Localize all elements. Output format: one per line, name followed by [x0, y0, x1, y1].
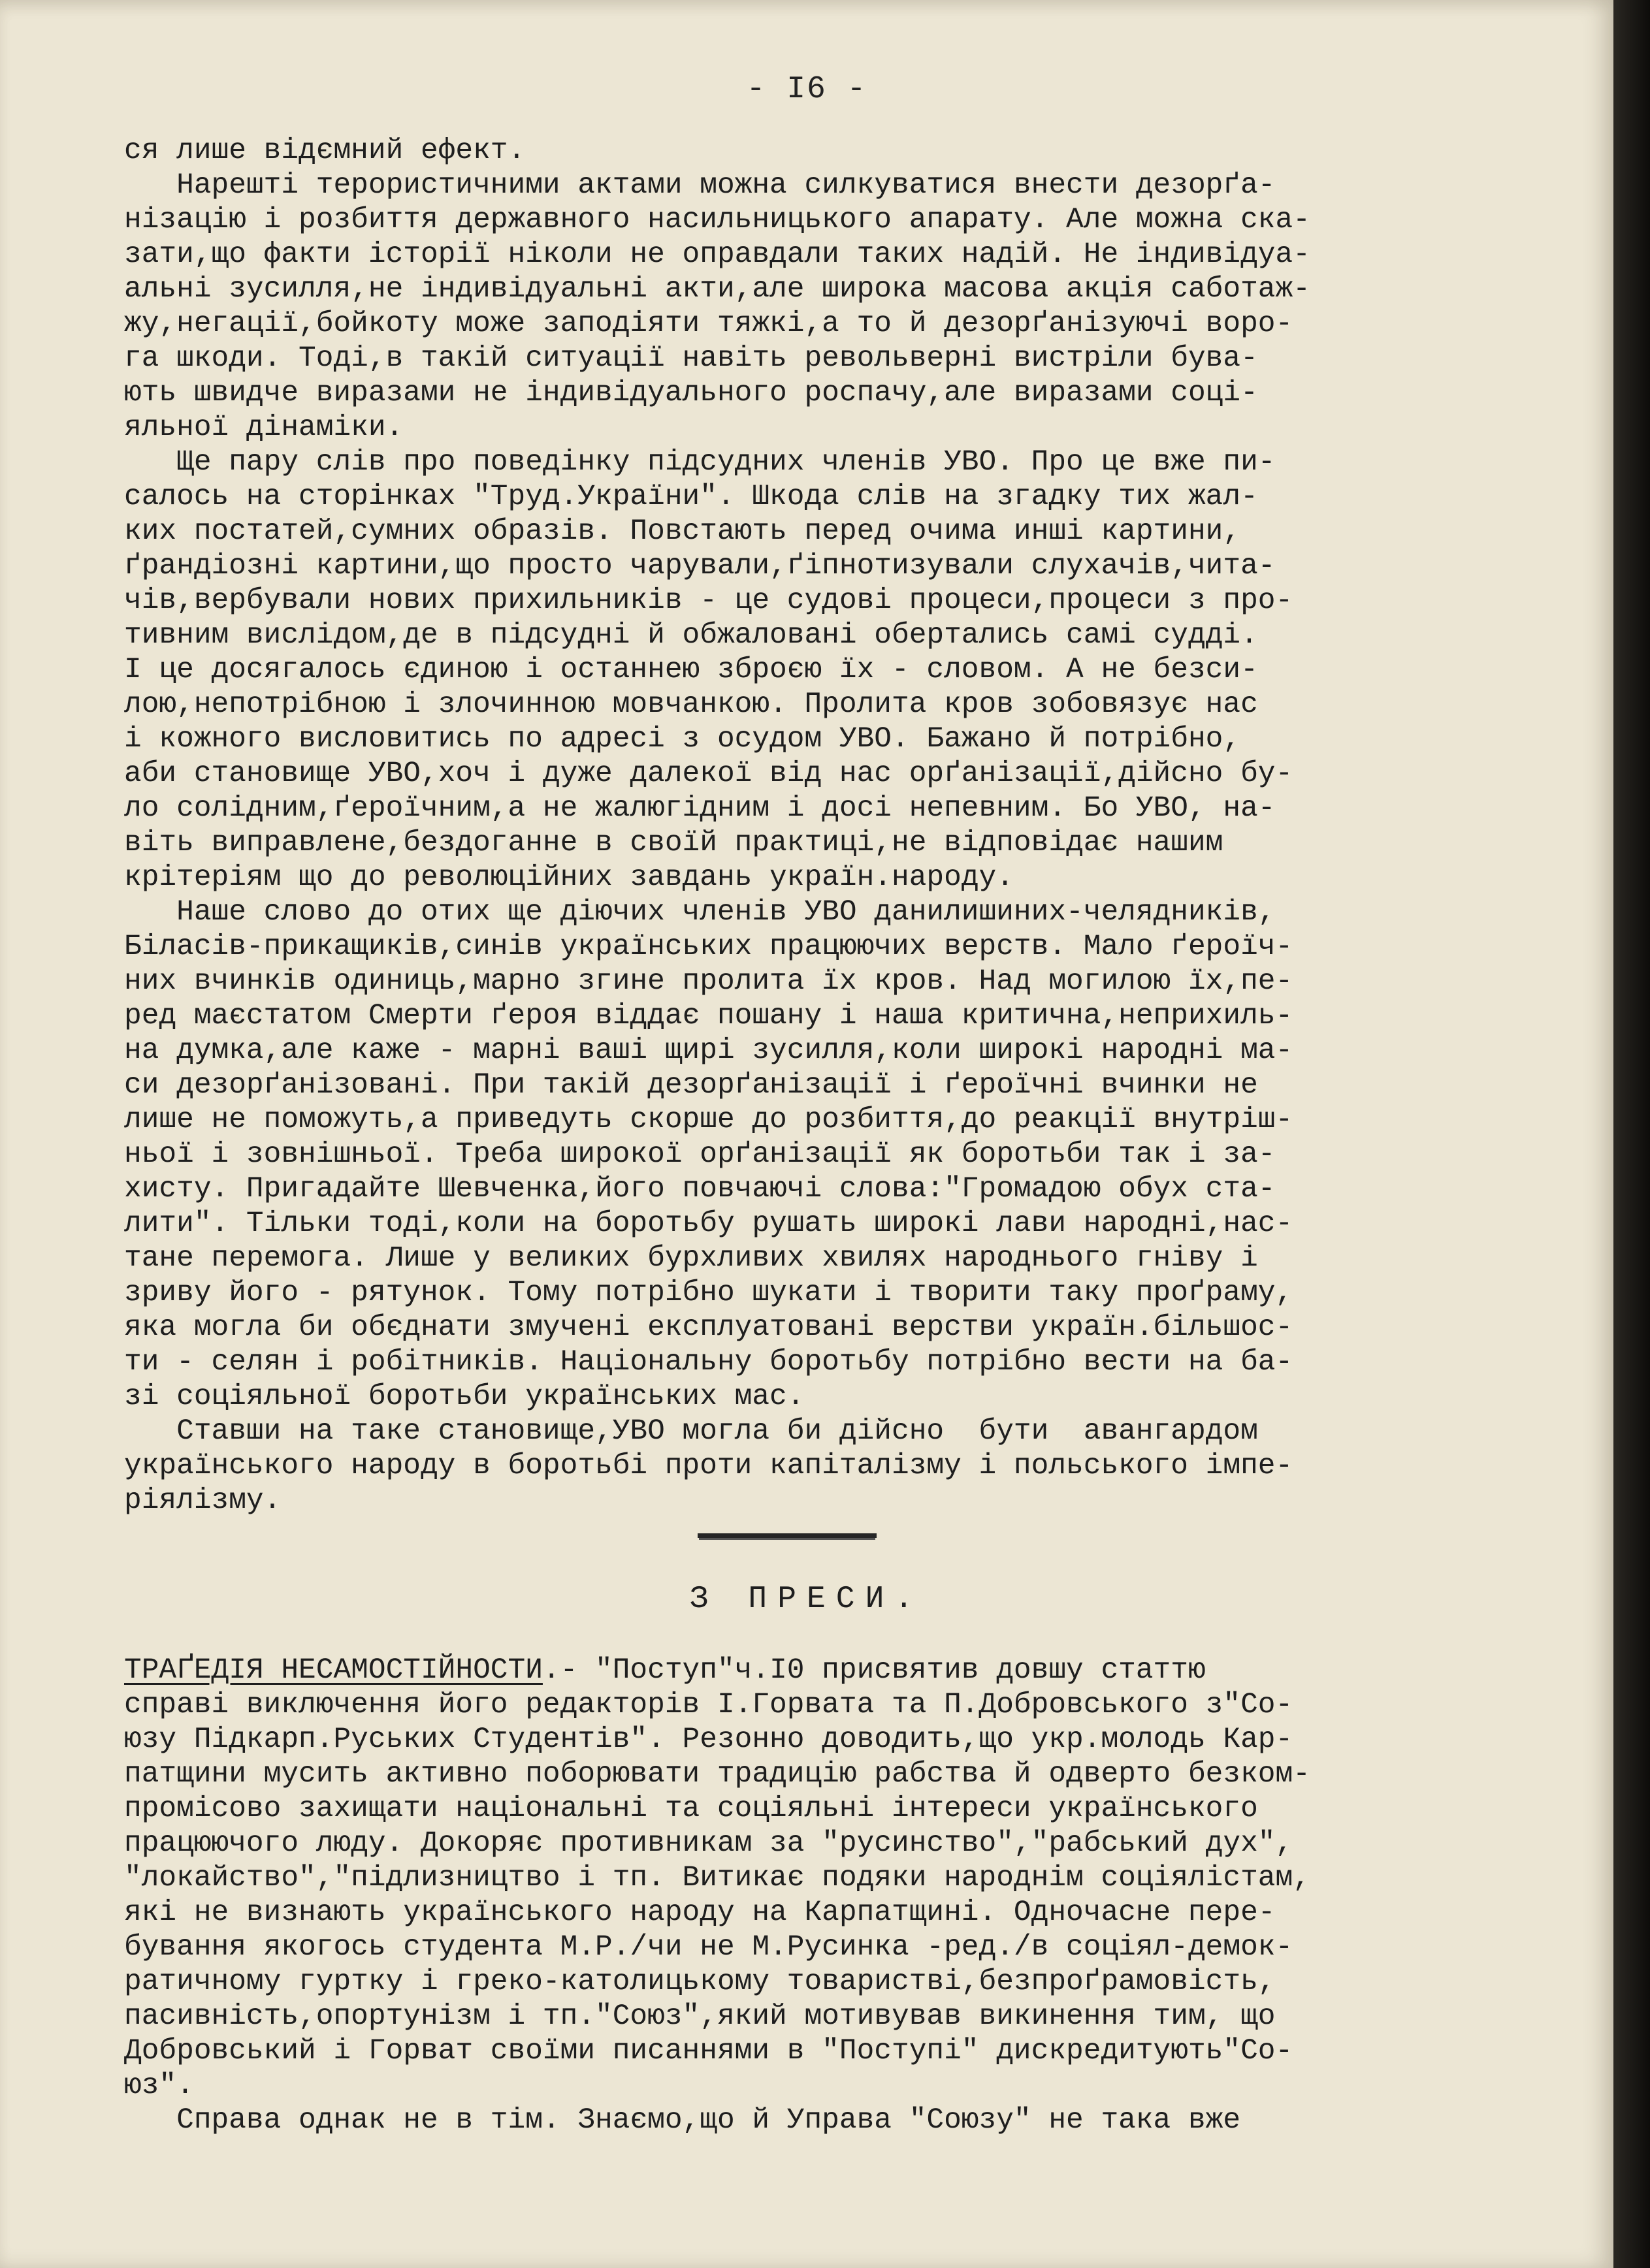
text-line: "локайство","підлизництво і тп. Витикає подяки народнім соціялістам, — [124, 1862, 1310, 1894]
text-line: справі виключення його редакторів І.Горвата та П.Добровського з"Со- — [124, 1689, 1293, 1721]
text-line: на думка,але каже - марні ваші щирі зусилля,коли широкі народні ма- — [124, 1034, 1293, 1067]
text-line: яльної дінаміки. — [124, 411, 404, 444]
section-divider — [698, 1533, 877, 1538]
text-line: зати,що факти історії ніколи не оправдали таких надій. Не індивідуа- — [124, 238, 1310, 271]
text-line: ють швидче виразами не індивідуального роспачу,але виразами соці- — [124, 377, 1258, 409]
press-first-line — [124, 1653, 1496, 1688]
text-line: аби становище УВО,хоч і дуже далекої від нас орґанізації,дійсно бу- — [124, 758, 1293, 790]
text-line: ких постатей,сумних образів. Повстають перед очима инші картини, — [124, 515, 1241, 548]
text-line: патщини мусить активно поборювати традицію рабства й одверто безком- — [124, 1758, 1310, 1791]
text-line: пасивність,опортунізм і тп."Союз",який мотивував викинення тим, що — [124, 2000, 1276, 2033]
page-number: - I6 - — [746, 72, 867, 107]
text-line: Ще пару слів про поведінку підсудних членів УВО. Про це вже пи- — [124, 446, 1276, 479]
text-line: І це досягалось єдиною і останнею зброєю їх - словом. А не безси- — [124, 654, 1258, 686]
text-line: лити". Тільки тоді,коли на боротьбу рушать широкі лави народні,нас- — [124, 1207, 1293, 1240]
text-line: промісово захищати національні та соціяльні інтереси українського — [124, 1793, 1258, 1825]
text-line: ред маєстатом Смерти ґероя віддає пошану і наша критична,неприхиль- — [124, 1000, 1293, 1032]
text-line: Добровський і Горват своїми писаннями в "Поступі" дискредитують"Со- — [124, 2035, 1293, 2068]
text-line: ло солідним,ґероїчним,а не жалюгідним і досі непевним. Бо УВО, на- — [124, 792, 1276, 825]
text-line: ратичному гуртку і греко-католицькому товаристві,безпроґрамовість, — [124, 1966, 1276, 1998]
text-line: га шкоди. Тоді,в такій ситуації навіть револьверні вистріли бува- — [124, 342, 1258, 375]
page-edge-shadow — [1613, 0, 1650, 2268]
text-line: які не визнають українського народу на Карпатщині. Одночасне пере- — [124, 1896, 1276, 1929]
text-line: Ставши на таке становище,УВО могла би дійсно бути авангардом — [124, 1415, 1258, 1448]
text-line: альні зусилля,не індивідуальні акти,але широка масова акція саботаж- — [124, 273, 1310, 306]
text-line: хисту. Пригадайте Шевченка,його повчаючі слова:"Громадою обух ста- — [124, 1173, 1276, 1206]
text-line: бування якогось студента М.Р./чи не М.Русинка -ред./в соціял-демок- — [124, 1931, 1293, 1964]
text-line: українського народу в боротьбі проти капіталізму і польського імпе- — [124, 1450, 1293, 1482]
text-line: салось на сторінках "Труд.України". Шкода слів на згадку тих жал- — [124, 481, 1258, 513]
text-line: юз". — [124, 2069, 194, 2102]
main-text — [124, 134, 1483, 1518]
text-line: тивним вислідом,де в підсудні й обжаловані обертались самі судді. — [124, 619, 1258, 652]
section-heading: З ПРЕСИ. — [689, 1582, 924, 1617]
text-line: ґрандіозні картини,що просто чарували,ґіпнотизували слухачів,чита- — [124, 550, 1276, 583]
text-line: зі соціяльної боротьби українських мас. — [124, 1381, 805, 1413]
text-line: працюючого люду. Докоряє противникам за "русинство","рабський дух", — [124, 1827, 1293, 1860]
text-line: си дезорґанізовані. При такій дезорґанізації і ґероїчні вчинки не — [124, 1069, 1258, 1102]
text-line: яка могла би обєднати змучені експлуатовані верстви україн.більшос- — [124, 1311, 1293, 1344]
text-line: Наше слово до отих ще діючих членів УВО данилишиних-челядників, — [124, 896, 1276, 929]
text-line: чів,вербували нових прихильників - це судові процеси,процеси з про- — [124, 584, 1293, 617]
text-line: тане перемога. Лише у великих бурхливих хвилях народнього гніву і — [124, 1242, 1258, 1275]
text-line: жу,негації,бойкоту може заподіяти тяжкі,а то й дезорґанізуючі воро- — [124, 308, 1293, 340]
text-line: нізацію і розбиття державного насильницького апарату. Але можна ска- — [124, 204, 1310, 236]
text-line: юзу Підкарп.Руських Студентів". Резонно доводить,що укр.молодь Кар- — [124, 1723, 1293, 1756]
press-title: ТРАҐЕДІЯ НЕСАМОСТІЙНОСТИ — [124, 1654, 543, 1687]
text-line: Біласів-прикащиків,синів українських працюючих верств. Мало ґероїч- — [124, 931, 1293, 963]
text-line: них вчинків одиниць,марно згине пролита їх кров. Над могилою їх,пе- — [124, 965, 1293, 998]
text-line: Нарешті терористичними актами можна силкуватися внести дезорґа- — [124, 169, 1276, 202]
text-line: віть виправлене,бездоганне в своїй практиці,не відповідає нашим — [124, 827, 1223, 859]
text-line: ся лише відємний ефект. — [124, 135, 526, 167]
text-line: зриву його - рятунок. Тому потрібно шукати і творити таку проґраму, — [124, 1277, 1293, 1309]
press-first-line-rest: .- "Поступ"ч.І0 присвятив довшу статтю — [542, 1654, 1206, 1687]
text-line: лише не поможуть,а приведуть скорше до розбиття,до реакції внутріш- — [124, 1104, 1293, 1136]
text-line: і кожного висловитись по адресі з осудом УВО. Бажано й потрібно, — [124, 723, 1241, 756]
text-line: ти - селян і робітників. Національну боротьбу потрібно вести на ба- — [124, 1346, 1293, 1379]
text-line: ньої і зовнішньої. Треба широкої орґанізації як боротьби так і за- — [124, 1138, 1276, 1171]
text-line: Справа однак не в тім. Знаємо,що й Управа "Союзу" не така вже — [124, 2104, 1241, 2137]
text-line: крітеріям що до революційних завдань україн.народу. — [124, 861, 1014, 894]
text-line: лою,непотрібною і злочинною мовчанкою. Пролита кров зобовязує нас — [124, 688, 1258, 721]
text-line: ріялізму. — [124, 1484, 282, 1517]
press-text — [124, 1653, 1496, 2138]
